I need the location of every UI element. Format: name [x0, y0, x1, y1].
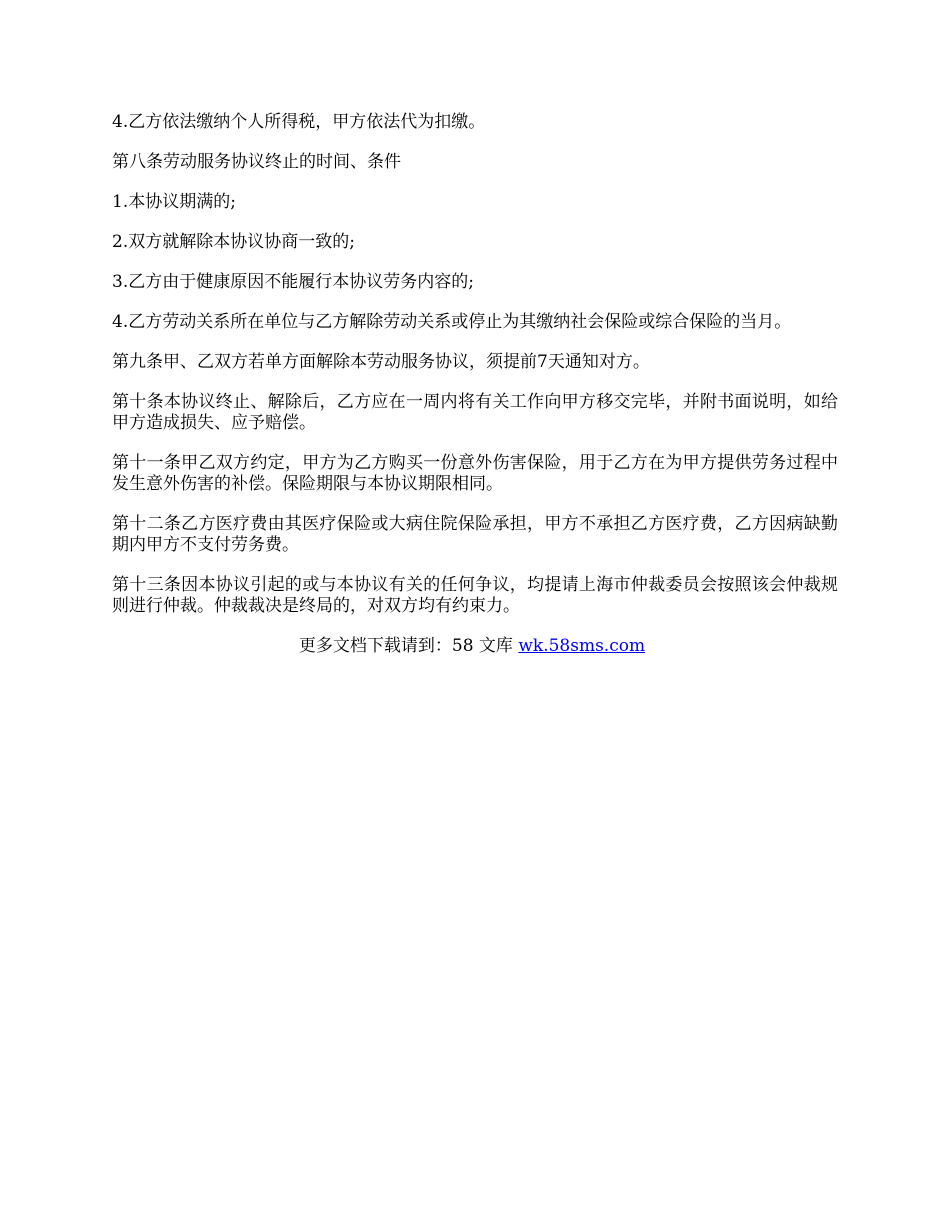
- footer-link[interactable]: wk.58sms.com: [518, 636, 646, 656]
- article-8-heading: 第八条劳动服务协议终止的时间、条件: [112, 152, 401, 172]
- article-8-item-2: 2.双方就解除本协议协商一致的;: [112, 232, 355, 252]
- article-13: 第十三条因本协议引起的或与本协议有关的任何争议，均提请上海市仲裁委员会按照该会仲裁规则进行仲裁。仲裁裁决是终局的，对双方均有约束力。: [112, 575, 838, 616]
- download-footer: [112, 636, 838, 657]
- footer-prefix: 更多文档下载请到：58 文库: [298, 636, 519, 656]
- article-8-item-3: 3.乙方由于健康原因不能履行本协议劳务内容的;: [112, 272, 474, 292]
- article-10: 第十条本协议终止、解除后，乙方应在一周内将有关工作向甲方移交完毕，并附书面说明，如给甲方造成损失、应予赔偿。: [112, 392, 838, 433]
- article-12: 第十二条乙方医疗费由其医疗保险或大病住院保险承担，甲方不承担乙方医疗费，乙方因病缺勤期内甲方不支付劳务费。: [112, 514, 838, 555]
- article-8-item-4: 4.乙方劳动关系所在单位与乙方解除劳动关系或停止为其缴纳社会保险或综合保险的当月。: [112, 312, 792, 332]
- article-11: 第十一条甲乙双方约定，甲方为乙方购买一份意外伤害保险，用于乙方在为甲方提供劳务过程中发生意外伤害的补偿。保险期限与本协议期限相同。: [112, 453, 838, 494]
- article-9: 第九条甲、乙双方若单方面解除本劳动服务协议，须提前7天通知对方。: [112, 352, 650, 372]
- article-8-item-1: 1.本协议期满的;: [112, 192, 236, 212]
- paragraph-item-4-tax: 4.乙方依法缴纳个人所得税，甲方依法代为扣缴。: [112, 112, 486, 132]
